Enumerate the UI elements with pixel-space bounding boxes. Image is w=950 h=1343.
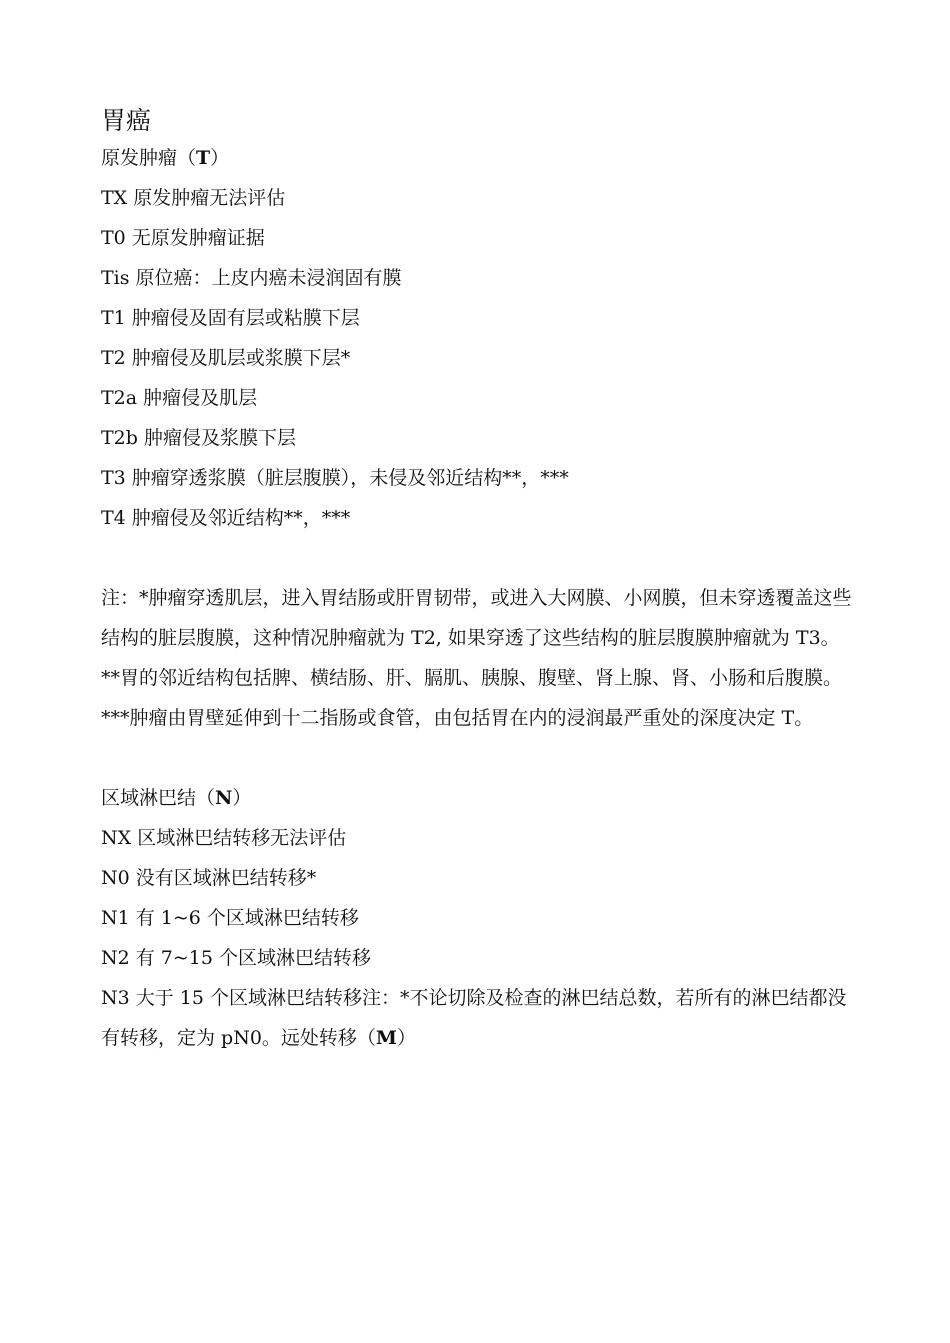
n-heading-suffix: ） bbox=[232, 787, 252, 809]
n-section-heading bbox=[101, 778, 861, 818]
spacer bbox=[101, 738, 861, 778]
t-item: T4 肿瘤侵及邻近结构**，*** bbox=[101, 507, 351, 529]
n-heading-code: N bbox=[215, 787, 233, 809]
n-item: N2 有 7~15 个区域淋巴结转移 bbox=[101, 947, 372, 969]
t-heading-code: T bbox=[196, 147, 211, 169]
note-paragraph: ***肿瘤由胃壁延伸到十二指肠或食管，由包括胃在内的浸润最严重处的深度决定 T。 bbox=[101, 707, 814, 729]
t-item: T2a 肿瘤侵及肌层 bbox=[101, 387, 258, 409]
n-item: N1 有 1~6 个区域淋巴结转移 bbox=[101, 907, 359, 929]
t-item: T0 无原发肿瘤证据 bbox=[101, 227, 265, 249]
n-last-text: N3 大于 15 个区域淋巴结转移注：*不论切除及检查的淋巴结总数，若所有的淋巴结都没有转移，定为 pN0。远处转移（ bbox=[101, 987, 847, 1049]
n-item: N0 没有区域淋巴结转移* bbox=[101, 867, 317, 889]
t-heading-suffix: ） bbox=[210, 147, 230, 169]
t-item: TX 原发肿瘤无法评估 bbox=[101, 187, 286, 209]
spacer bbox=[101, 538, 861, 578]
note-paragraph: 注：*肿瘤穿透肌层，进入胃结肠或肝胃韧带，或进入大网膜、小网膜，但未穿透覆盖这些结构的脏层腹膜，这种情况肿瘤就为 T2, 如果穿透了这些结构的脏层腹膜肿瘤就为 T3。 bbox=[101, 587, 852, 649]
note-paragraph: **胃的邻近结构包括脾、横结肠、肝、膈肌、胰腺、腹壁、肾上腺、肾、小肠和后腹膜。 bbox=[101, 667, 843, 689]
n-item-last bbox=[101, 978, 861, 1058]
t-item: T2 肿瘤侵及肌层或浆膜下层* bbox=[101, 347, 351, 369]
n-heading-prefix: 区域淋巴结（ bbox=[101, 787, 216, 809]
document-title: 胃癌 bbox=[101, 106, 152, 135]
t-item: T2b 肿瘤侵及浆膜下层 bbox=[101, 427, 296, 449]
t-item: T3 肿瘤穿透浆膜（脏层腹膜），未侵及邻近结构**，*** bbox=[101, 467, 569, 489]
t-section-heading bbox=[101, 138, 861, 178]
document-page bbox=[101, 104, 861, 1058]
n-item: NX 区域淋巴结转移无法评估 bbox=[101, 827, 347, 849]
m-heading-code: M bbox=[375, 1027, 397, 1049]
m-heading-suffix: ） bbox=[396, 1027, 416, 1049]
t-item: Tis 原位癌：上皮内癌未浸润固有膜 bbox=[101, 267, 402, 289]
t-heading-prefix: 原发肿瘤（ bbox=[101, 147, 197, 169]
t-item: T1 肿瘤侵及固有层或粘膜下层 bbox=[101, 307, 360, 329]
